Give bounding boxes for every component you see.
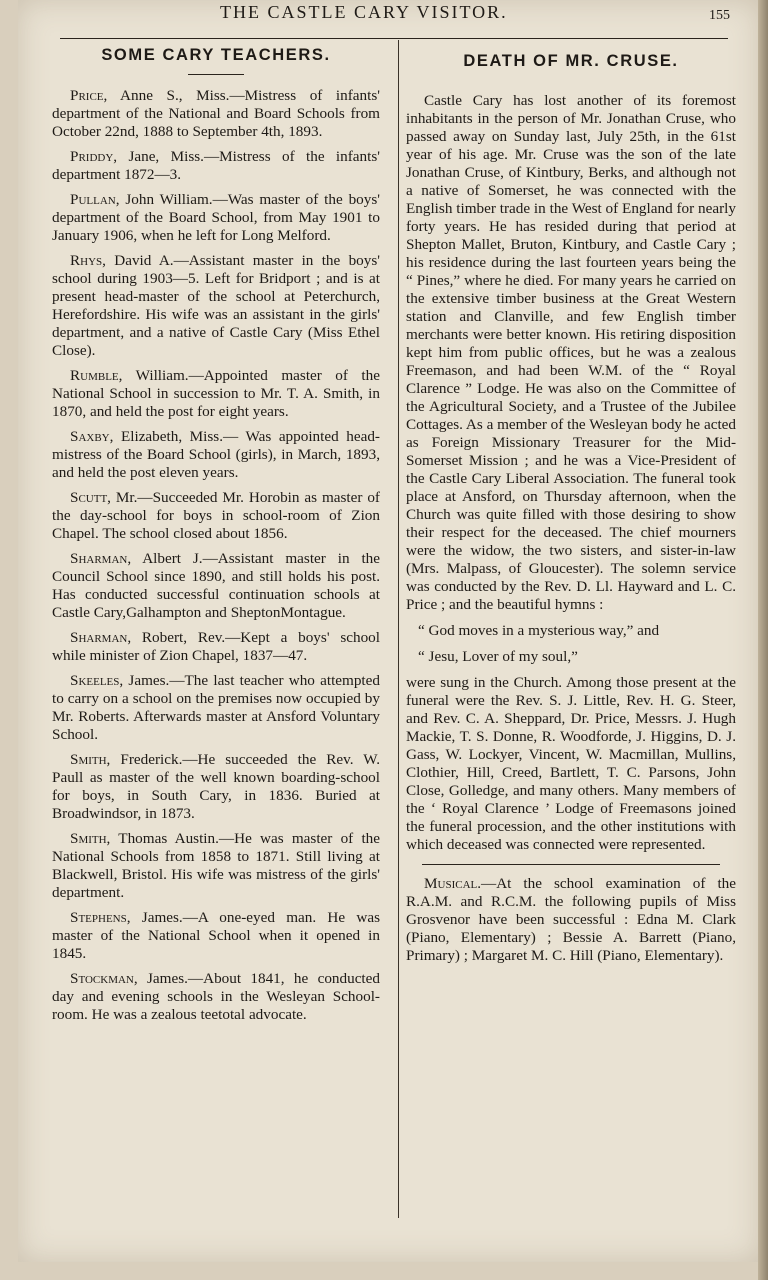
teacher-name: Sharman, xyxy=(70,550,132,567)
teacher-entry xyxy=(52,629,380,665)
teacher-text: Elizabeth, Miss.— Was appointed head-mistress of the Board School (girls), in March, 1893, and held the post eleven years. xyxy=(52,428,380,481)
left-column xyxy=(52,42,380,1031)
teacher-text: Albert J.—Assistant master in the Council School since 1890, and still holds his post. Has conducted successful continuation schools at Castle Cary,Galhampton and SheptonMontague. xyxy=(52,550,380,621)
teacher-text: James.—A one-eyed man. He was master of the National School when it opened in 1845. xyxy=(52,909,380,962)
teacher-entry xyxy=(52,428,380,482)
teacher-text: Frederick.—He succeeded the Rev. W. Paull as master of the well known boarding-school for boys, in South Cary, in 1836. Buried at Broadwindsor, in 1873. xyxy=(52,751,380,822)
teacher-text: Anne S., Miss.—Mistress of infants' department of the National and Board Schools from October 22nd, 1888 to September 4th, 1893. xyxy=(52,87,380,140)
teacher-entry xyxy=(52,751,380,823)
teacher-text: David A.—Assistant master in the boys' school during 1903—5. Left for Bridport ; and is at present head-master of the school at Peterchurch, Herefordshire. His wife was an assistant in the girls' department, and a native of Castle Cary (Miss Ethel Close). xyxy=(52,252,380,359)
teacher-text: William.—Appointed master of the National School in succession to Mr. T. A. Smith, in 1870, and held the post for eight years. xyxy=(52,367,380,420)
teacher-name: Sharman, xyxy=(70,629,132,646)
musical-paragraph xyxy=(406,875,736,965)
hymn-line: “ Jesu, Lover of my soul,” xyxy=(418,648,578,665)
teacher-entry xyxy=(52,672,380,744)
teacher-entry xyxy=(52,830,380,902)
hymn-line: “ God moves in a mysterious way,” and xyxy=(418,622,660,639)
header-rule xyxy=(60,38,728,39)
musical-text: —At the school examination of the R.A.M. and R.C.M. the following pupils of Miss Grosvenor have been successful : Edna M. Clark (Piano, Elementary) ; Bessie A. Barrett (Piano, Primary) ; Margaret M. C. Hill (Piano, Elementary). xyxy=(406,875,736,964)
teacher-text: James.—The last teacher who attempted to carry on a school on the premises now occupied by Mr. Roberts. Afterwards master at Ansford Voluntary School. xyxy=(52,672,380,743)
page-header xyxy=(40,2,730,32)
teacher-entry xyxy=(52,489,380,543)
teacher-entry xyxy=(52,191,380,245)
teacher-text: Robert, Rev.—Kept a boys' school while minister of Zion Chapel, 1837—47. xyxy=(52,629,380,664)
teacher-name: Smith, xyxy=(70,830,111,847)
teacher-entry xyxy=(52,970,380,1024)
teacher-name: Price, xyxy=(70,87,108,104)
obituary-heading: DEATH OF MR. CRUSE. xyxy=(463,52,679,70)
teacher-text: Thomas Austin.—He was master of the National Schools from 1858 to 1871. Still living at Blackwell, Bristol. His wife was mistress of the girls' department. xyxy=(52,830,380,901)
teacher-entry xyxy=(52,87,380,141)
teacher-entry xyxy=(52,252,380,360)
teacher-name: Stockman, xyxy=(70,970,138,987)
column-divider xyxy=(398,40,399,1218)
teacher-name: Stephens, xyxy=(70,909,131,926)
page-edge xyxy=(758,0,768,1280)
obituary-body-continued: were sung in the Church. Among those present at the funeral were the Rev. S. J. Little, Rev. H. G. Steer, and Rev. C. A. Sheppard, Dr. Price, Messrs. J. Hugh Mackie, T. S. Donne, R. Woodforde, J. Higgins, D. J. Gass, W. Lockyer, Vincent, W. Macmillan, Mullins, Clothier, Hill, Creed, Bartlett, T. C. Parsons, John Close, Golledge, and many others. Many members of the ‘ Royal Clarence ’ Lodge of Freemasons joined the funeral procession, and the other institutions with which deceased was connected were represented. xyxy=(406,674,736,853)
teacher-name: Priddy, xyxy=(70,148,118,165)
page-number: 155 xyxy=(709,8,730,23)
teacher-entry xyxy=(52,909,380,963)
running-title: THE CASTLE CARY VISITOR. xyxy=(220,2,508,22)
musical-label: Musical. xyxy=(424,875,482,892)
teacher-text: Jane, Miss.—Mistress of the infants' department 1872—3. xyxy=(52,148,380,183)
teacher-name: Pullan, xyxy=(70,191,120,208)
teacher-entry xyxy=(52,148,380,184)
teacher-text: James.—About 1841, he conducted day and evening schools in the Wesleyan School-room. He was a zealous teetotal advocate. xyxy=(52,970,380,1023)
teacher-text: John William.—Was master of the boys' department of the Board School, from May 1901 to January 1906, when he left for Long Melford. xyxy=(52,191,380,244)
teacher-name: Rumble, xyxy=(70,367,123,384)
teacher-name: Skeeles, xyxy=(70,672,124,689)
teachers-heading: SOME CARY TEACHERS. xyxy=(101,46,331,64)
section-rule xyxy=(422,864,720,865)
obituary-body: Castle Cary has lost another of its foremost inhabitants in the person of Mr. Jonathan Cruse, who passed away on Sunday last, July 25th, in the 61st year of his age. Mr. Cruse was the son of the late Jonathan Cruse, of Kintbury, Berks, and although not a native of Somerset, he was connected with the English timber trade in the West of England for nearly forty years. He has resided during that period at Shepton Mallet, Bruton, Kintbury, and Castle Cary ; his residence during the last fourteen years being the “ Pines,” where he died. For many years he carried on the extensive timber business at the Great Western station and Clanville, and few English timber merchants were better known. His retiring disposition kept him from public offices, but he was a zealous Freemason, and had been W.M. of the “ Royal Clarence ” Lodge. He was also on the Committee of the Agricultural Society, and a Trustee of the Jubilee Cottages. As a member of the Wesleyan body he acted as Foreign Missionary Treasurer for the Mid-Somerset Mission ; and he was a Vice-President of the Castle Cary Liberal Association. The funeral took place at Ansford, on Thursday afternoon, when the Church was quite filled with those desiring to show their respect for the deceased. The chief mourners were the widow, the two sisters, and sister-in-law (Mrs. Malpass, of Gloucester). The solemn service was conducted by the Rev. D. Ll. Hayward and L. C. Price ; and the beautiful hymns : xyxy=(406,92,736,613)
teacher-name: Saxby, xyxy=(70,428,114,445)
teacher-name: Scutt, xyxy=(70,489,111,506)
right-column xyxy=(406,42,736,965)
teacher-name: Smith, xyxy=(70,751,111,768)
teacher-text: Mr.—Succeeded Mr. Horobin as master of the day-school for boys in school-room of Zion Chapel. The school closed about 1856. xyxy=(52,489,380,542)
teacher-entry xyxy=(52,550,380,622)
teacher-name: Rhys, xyxy=(70,252,106,269)
teacher-entry xyxy=(52,367,380,421)
